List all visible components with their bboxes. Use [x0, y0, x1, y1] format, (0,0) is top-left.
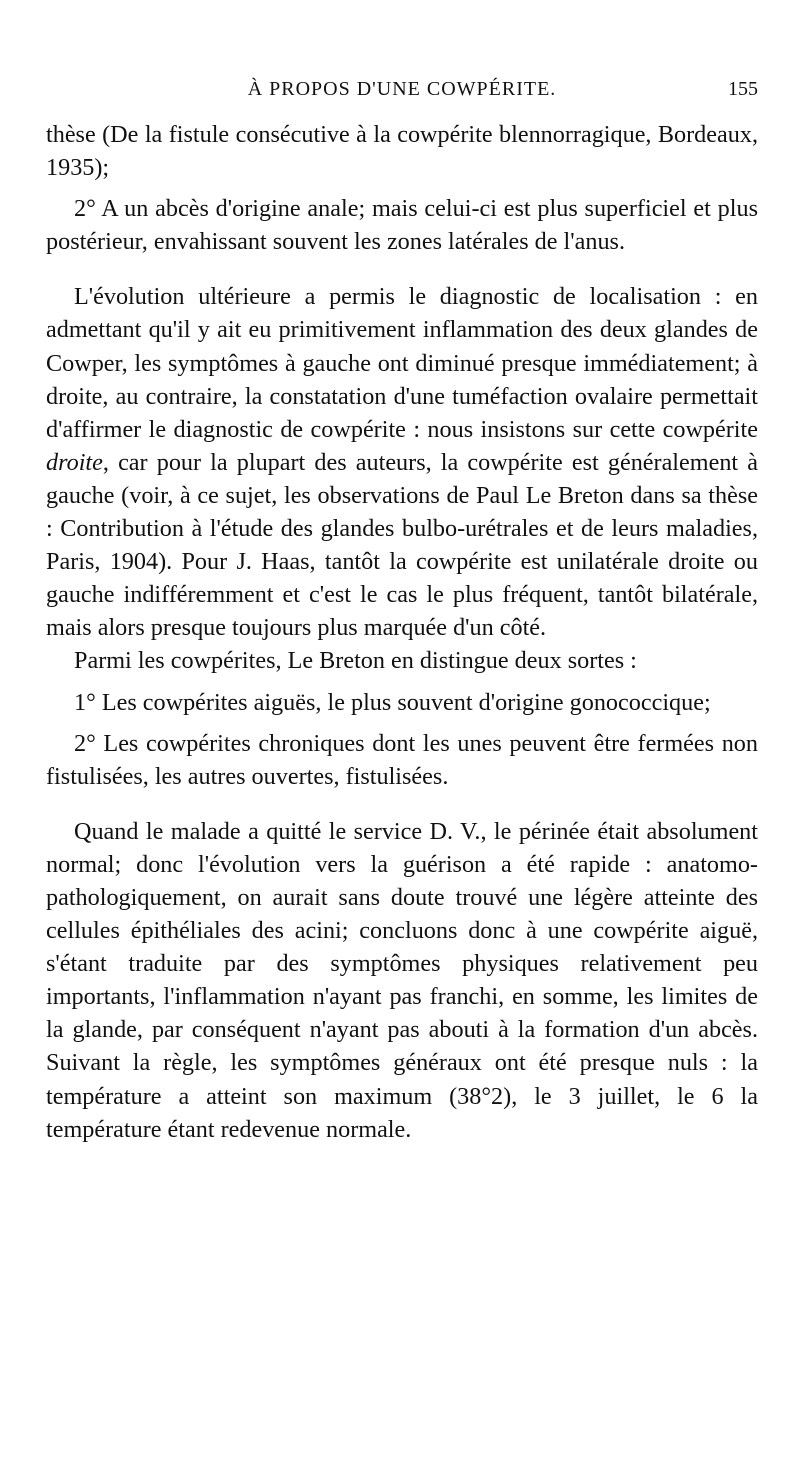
emphasis-droite: droite [46, 448, 103, 476]
paragraph-item-2-chronic: 2° Les cowpérites chroniques dont les unes peuvent être fermées non fistulisées, les autres ouvertes, fistulisées. [46, 729, 758, 790]
paragraph-classification-intro: Parmi les cowpérites, Le Breton en distingue deux sortes : [74, 647, 637, 675]
paragraph-evolution [46, 280, 758, 644]
body-text [46, 118, 758, 1146]
paragraph-evolution-text-before: L'évolution ultérieure a permis le diagnostic de localisation : en admettant qu'il y ait eu primitivement inflammation des deux glandes de Cowper, les symptômes à gauche ont diminué presque immédiatement; à droite, au contraire, la constatation d'une tuméfaction ovalaire permettait d'affirmer le diagnostic de cowpérite : nous insistons sur cette cowpérite [46, 283, 758, 443]
page-number: 155 [728, 78, 758, 100]
paragraph-conclusion: Quand le malade a quitté le service D. V., le périnée était absolument normal; donc l'évolution vers la guérison a été rapide : anatomo-pathologiquement, on aurait sans doute trouvé une légère atteinte des cellules épithéliales des acini; concluons donc à une cowpérite aiguë, s'étant traduite par des symptômes physiques relativement peu importants, l'inflammation n'ayant pas franchi, en somme, les limites de la glande, par conséquent n'ayant pas abouti à la formation d'un abcès. Suivant la règle, les symptômes généraux ont été presque nuls : la température a atteint son maximum (38°2), le 3 juillet, le 6 la température étant redevenue normale. [46, 817, 758, 1143]
running-title: À PROPOS D'UNE COWPÉRITE. [247, 78, 557, 100]
running-head [46, 78, 758, 108]
paragraph-continuation: thèse (De la fistule consécutive à la cowpérite blennorragique, Bordeaux, 1935); [46, 121, 758, 182]
book-page [46, 0, 758, 1466]
paragraph-item-1-acute: 1° Les cowpérites aiguës, le plus souvent d'origine gonococcique; [74, 688, 711, 716]
paragraph-item-2-anal-abscess: 2° A un abcès d'origine anale; mais celui-ci est plus superficiel et plus postérieur, envahissant souvent les zones latérales de l'anus. [46, 195, 758, 256]
paragraph-evolution-text-after: , car pour la plupart des auteurs, la cowpérite est généralement à gauche (voir, à ce sujet, les observations de Paul Le Breton dans sa thèse : Contribution à l'étude des glandes bulbo-urétrales et de leurs maladies, Paris, 1904). Pour J. Haas, tantôt la cowpérite est unilatérale droite ou gauche indifféremment et c'est le cas le plus fréquent, tantôt bilatérale, mais alors presque toujours plus marquée d'un côté. [46, 448, 758, 642]
